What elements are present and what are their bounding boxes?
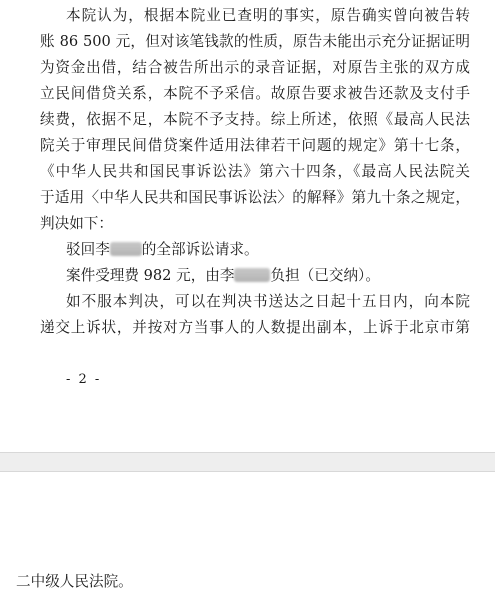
page-separator [0,452,495,472]
paragraph-line: 二中级人民法院。 [16,573,133,590]
paragraph-line: 续费，依据不足，本院不予支持。综上所述，依照《最高人民法 [40,111,470,128]
ruling-1-text-before: 驳回李 [66,241,110,258]
ruling-item-2 [66,266,470,286]
paragraph-line: 判决如下： [40,215,113,232]
appeal-line: 递交上诉状，并按对方当事人的人数提出副本，上诉于北京市第 [40,319,470,336]
ruling-2-text-before: 案件受理费 982 元，由李 [66,267,235,284]
redacted-name [234,268,270,282]
paragraph-line: 《中华人民共和国民事诉讼法》第六十四条，《最高人民法院关 [40,163,470,180]
paragraph-line: 本院认为，根据本院业已查明的事实，原告确实曾向被告转 [66,7,470,24]
paragraph-line: 账 86 500 元，但对该笔钱款的性质，原告未能出示充分证据证明 [40,33,470,50]
paragraph-line: 立民间借贷关系，本院不予采信。故原告要求被告还款及支付手 [40,85,470,102]
paragraph-line: 院关于审理民间借贷案件适用法律若干问题的规定》第十七条， [40,137,470,154]
redacted-name [110,242,142,256]
ruling-1-text-after: 的全部诉讼请求。 [141,241,259,258]
document-page-3 [0,472,495,594]
page-number: - 2 - [66,372,102,387]
ruling-2-text-after: 负担（已交纳）。 [270,267,380,284]
paragraph-line: 为资金出借，结合被告所出示的录音证据，对原告主张的双方成 [40,59,470,76]
paragraph-line: 于适用〈中华人民共和国民事诉讼法〉的解释》第九十条之规定， [40,189,470,206]
ruling-item-1 [66,240,470,260]
appeal-line: 如不服本判决，可以在判决书送达之日起十五日内，向本院 [66,293,470,310]
